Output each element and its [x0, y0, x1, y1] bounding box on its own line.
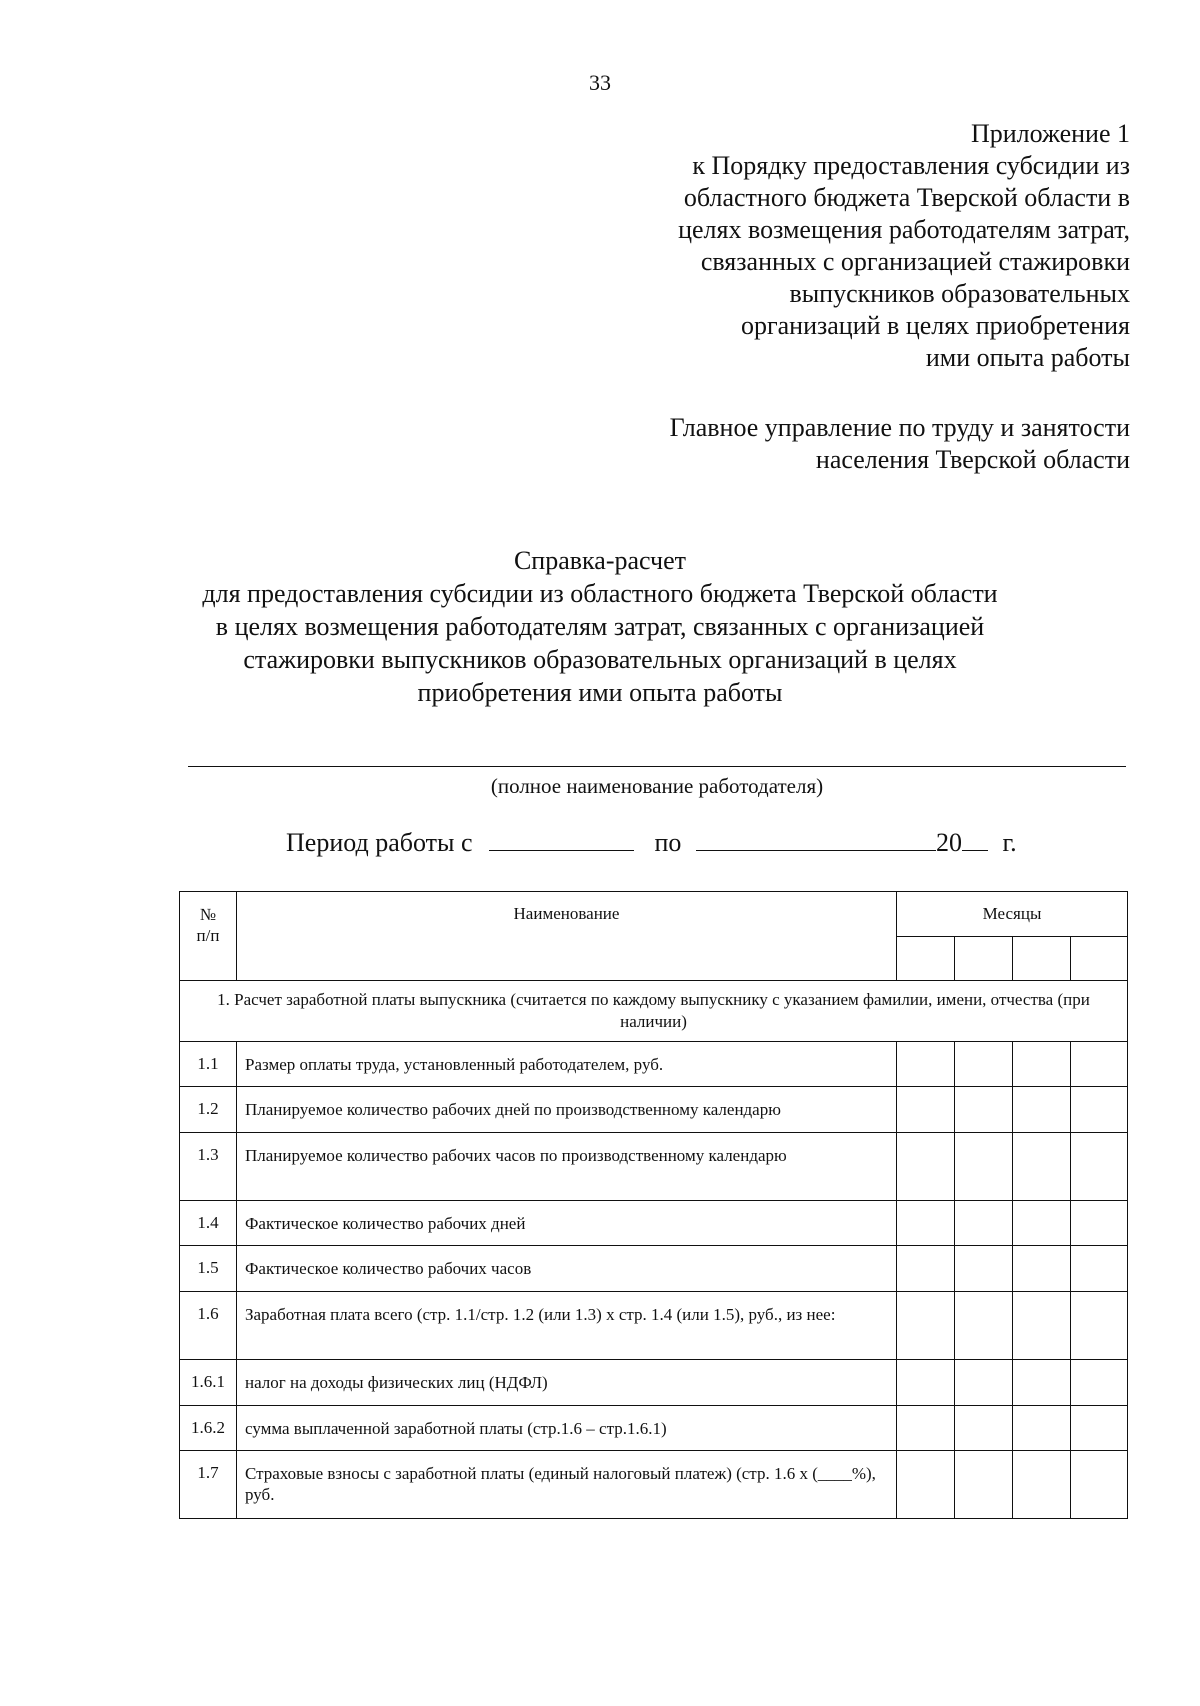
month-value-cell[interactable] [1013, 1133, 1071, 1201]
appendix-line: целях возмещения работодателям затрат, [678, 215, 1130, 244]
employer-name-field[interactable] [188, 766, 1126, 767]
month-value-cell[interactable] [1013, 1451, 1071, 1519]
row-number: 1.5 [180, 1246, 237, 1292]
month-value-cell[interactable] [955, 1360, 1013, 1406]
month-value-cell[interactable] [1071, 1133, 1128, 1201]
month-header-cell[interactable] [1071, 937, 1128, 981]
month-value-cell[interactable] [897, 1451, 955, 1519]
month-value-cell[interactable] [897, 1201, 955, 1246]
row-number: 1.7 [180, 1451, 237, 1519]
appendix-line: связанных с организацией стажировки [700, 247, 1130, 276]
row-name: Планируемое количество рабочих дней по производственному календарю [237, 1087, 897, 1133]
calculation-table-wrap [179, 891, 1128, 1519]
month-value-cell[interactable] [1013, 1042, 1071, 1087]
page-number: 33 [589, 70, 611, 95]
month-value-cell[interactable] [955, 1133, 1013, 1201]
title-line: для предоставления субсидии из областного бюджета Тверской области [202, 579, 998, 608]
month-value-cell[interactable] [955, 1087, 1013, 1133]
row-number: 1.6.2 [180, 1406, 237, 1451]
month-value-cell[interactable] [897, 1246, 955, 1292]
period-suffix: г. [1002, 828, 1017, 857]
row-number: 1.6.1 [180, 1360, 237, 1406]
row-number: 1.4 [180, 1201, 237, 1246]
row-number: 1.2 [180, 1087, 237, 1133]
month-value-cell[interactable] [1071, 1292, 1128, 1360]
header-months: Месяцы [897, 892, 1128, 937]
appendix-note [570, 118, 1130, 374]
month-value-cell[interactable] [955, 1201, 1013, 1246]
month-value-cell[interactable] [955, 1246, 1013, 1292]
row-number: 1.3 [180, 1133, 237, 1201]
month-value-cell[interactable] [1071, 1087, 1128, 1133]
row-name: Размер оплаты труда, установленный работодателем, руб. [237, 1042, 897, 1087]
month-value-cell[interactable] [1071, 1042, 1128, 1087]
month-value-cell[interactable] [1071, 1360, 1128, 1406]
header-number [180, 892, 237, 981]
period-middle: по [654, 828, 682, 857]
appendix-line: к Порядку предоставления субсидии из [692, 151, 1130, 180]
month-value-cell[interactable] [897, 1360, 955, 1406]
month-value-cell[interactable] [955, 1292, 1013, 1360]
month-value-cell[interactable] [897, 1133, 955, 1201]
row-number: 1.6 [180, 1292, 237, 1360]
row-name: Фактическое количество рабочих дней [237, 1201, 897, 1246]
month-value-cell[interactable] [1013, 1246, 1071, 1292]
month-value-cell[interactable] [1071, 1246, 1128, 1292]
month-value-cell[interactable] [1013, 1406, 1071, 1451]
period-year-prefix: 20 [935, 828, 962, 857]
month-value-cell[interactable] [1071, 1201, 1128, 1246]
row-name: Фактическое количество рабочих часов [237, 1246, 897, 1292]
title-line: приобретения ими опыта работы [417, 678, 783, 707]
work-period [286, 826, 1017, 858]
header-number-text: № п/п [196, 905, 220, 945]
recipient-line: населения Тверской области [815, 445, 1130, 474]
month-value-cell[interactable] [897, 1406, 955, 1451]
month-value-cell[interactable] [955, 1042, 1013, 1087]
title-line: в целях возмещения работодателям затрат, связанных с организацией [215, 612, 985, 641]
month-value-cell[interactable] [1013, 1087, 1071, 1133]
month-value-cell[interactable] [1013, 1292, 1071, 1360]
month-value-cell[interactable] [897, 1042, 955, 1087]
header-name: Наименование [237, 892, 897, 981]
month-header-cell[interactable] [1013, 937, 1071, 981]
appendix-line: выпускников образовательных [789, 279, 1130, 308]
title-line: Справка-расчет [513, 546, 687, 575]
appendix-line: ими опыта работы [925, 343, 1130, 372]
row-name: сумма выплаченной заработной платы (стр.1.6 – стр.1.6.1) [237, 1406, 897, 1451]
appendix-line: организаций в целях приобретения [740, 311, 1130, 340]
row-name: Планируемое количество рабочих часов по производственному календарю [237, 1133, 897, 1201]
month-header-cell[interactable] [897, 937, 955, 981]
appendix-line: Приложение 1 [970, 119, 1130, 148]
employer-caption: (полное наименование работодателя) [490, 774, 824, 798]
appendix-line: областного бюджета Тверской области в [683, 183, 1130, 212]
section-title: 1. Расчет заработной платы выпускника (считается по каждому выпускнику с указанием фамилии, имени, отчества (при наличии) [180, 981, 1128, 1042]
recipient-line: Главное управление по труду и занятости [669, 413, 1130, 442]
row-name: Заработная плата всего (стр. 1.1/стр. 1.2 (или 1.3) х стр. 1.4 (или 1.5), руб., из нее: [237, 1292, 897, 1360]
period-start-field[interactable] [489, 826, 634, 851]
month-value-cell[interactable] [955, 1451, 1013, 1519]
title-line: стажировки выпускников образовательных организаций в целях [243, 645, 957, 674]
month-value-cell[interactable] [897, 1292, 955, 1360]
month-header-cell[interactable] [955, 937, 1013, 981]
period-end-field[interactable] [696, 826, 936, 851]
month-value-cell[interactable] [955, 1406, 1013, 1451]
month-value-cell[interactable] [1013, 1360, 1071, 1406]
period-prefix: Период работы с [286, 828, 473, 857]
calculation-table [179, 891, 1128, 1519]
month-value-cell[interactable] [1071, 1406, 1128, 1451]
row-name: налог на доходы физических лиц (НДФЛ) [237, 1360, 897, 1406]
month-value-cell[interactable] [1071, 1451, 1128, 1519]
month-value-cell[interactable] [1013, 1201, 1071, 1246]
month-value-cell[interactable] [897, 1087, 955, 1133]
row-name: Страховые взносы с заработной платы (единый налоговый платеж) (стр. 1.6 х (____%), руб. [237, 1451, 897, 1519]
recipient-block [570, 412, 1130, 476]
row-number: 1.1 [180, 1042, 237, 1087]
document-title [140, 544, 1060, 709]
period-year-field[interactable] [962, 826, 988, 851]
